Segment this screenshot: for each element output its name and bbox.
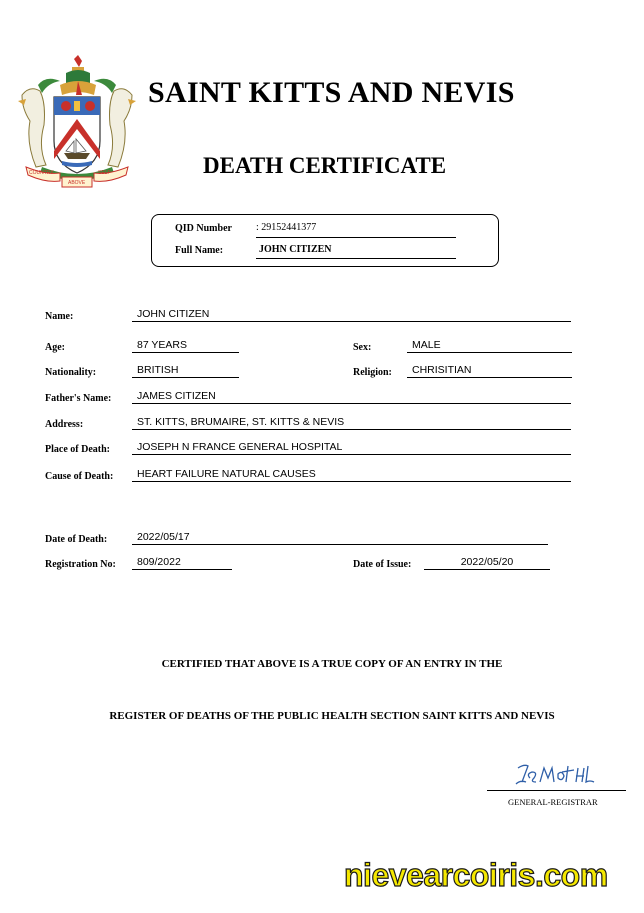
name-label: Name: [45,311,74,322]
registration-no-value: 809/2022 [132,556,232,570]
crest-motto-self: SELF [98,170,111,176]
father-name-value: JAMES CITIZEN [132,390,571,404]
sex-value: MALE [407,339,572,353]
nationality-value: BRITISH [132,364,239,378]
qid-label: QID Number [175,223,232,234]
certification-line-1: CERTIFIED THAT ABOVE IS A TRUE COPY OF AN ENTRY IN THE [161,658,503,670]
cause-of-death-value: HEART FAILURE NATURAL CAUSES [132,468,571,482]
document-title: DEATH CERTIFICATE [203,153,447,178]
date-of-death-value: 2022/05/17 [132,531,548,545]
crest-motto-above: ABOVE [68,180,86,186]
signature-icon [512,760,596,788]
religion-label: Religion: [353,367,392,378]
address-value: ST. KITTS, BRUMAIRE, ST. KITTS & NEVIS [132,416,571,430]
full-name-label: Full Name: [175,245,224,256]
signature-line [487,790,626,791]
registration-no-label: Registration No: [45,559,116,570]
father-name-label: Father's Name: [45,393,112,404]
sex-label: Sex: [353,342,372,353]
address-label: Address: [45,419,84,430]
date-of-issue-label: Date of Issue: [353,559,412,570]
date-of-issue-value: 2022/05/20 [424,556,550,570]
age-label: Age: [45,342,65,353]
certification-line-2: REGISTER OF DEATHS OF THE PUBLIC HEALTH SECTION SAINT KITTS AND NEVIS [109,710,555,722]
qid-value: : 29152441377 [256,222,456,238]
religion-value: CHRISITIAN [407,364,572,378]
place-of-death-value: JOSEPH N FRANCE GENERAL HOSPITAL [132,441,571,455]
date-of-death-label: Date of Death: [45,534,108,545]
country-title: SAINT KITTS AND NEVIS [148,76,515,109]
registrar-label: GENERAL-REGISTRAR [508,797,598,807]
name-value: JOHN CITIZEN [132,308,571,322]
cause-of-death-label: Cause of Death: [45,471,114,482]
full-name-value: JOHN CITIZEN [256,244,456,259]
watermark-text: nievearcoiris.com [344,857,608,893]
nationality-label: Nationality: [45,367,97,378]
age-value: 87 YEARS [132,339,239,353]
place-of-death-label: Place of Death: [45,444,110,455]
crest-motto-country: COUNTRY [29,170,54,176]
